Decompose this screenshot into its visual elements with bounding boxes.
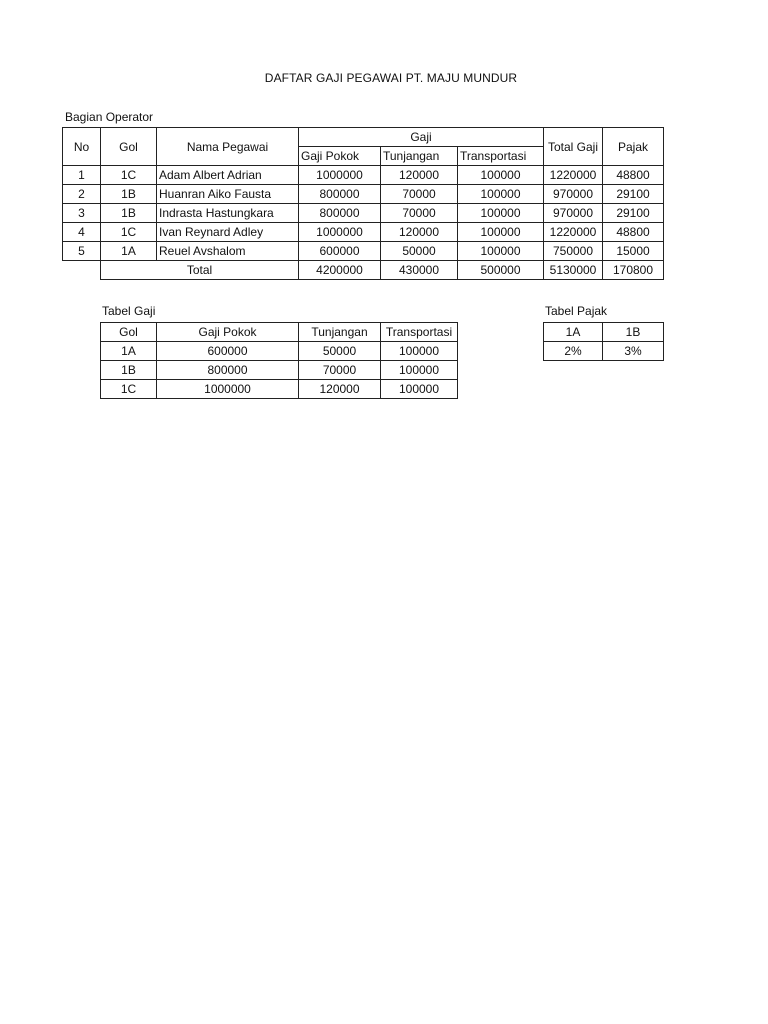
cell-gol: 1B [101, 185, 157, 204]
cell-gaji-pokok: 600000 [157, 342, 299, 361]
cell-tunjangan: 50000 [381, 242, 458, 261]
cell-gol: 1B [101, 204, 157, 223]
cell-pajak: 48800 [603, 223, 664, 242]
cell-gol: 1B [101, 361, 157, 380]
cell-no: 2 [63, 185, 101, 204]
cell-gaji-pokok: 800000 [299, 204, 381, 223]
cell-total-gaji: 970000 [544, 185, 603, 204]
header-pajak: Pajak [603, 128, 664, 166]
cell-pajak-1b: 3% [603, 342, 664, 361]
salary-table [62, 127, 664, 280]
header-gol: Gol [101, 128, 157, 166]
header-total-gaji: Total Gaji [544, 128, 603, 166]
cell-gaji-pokok: 1000000 [299, 166, 381, 185]
cell-gol: 1C [101, 380, 157, 399]
header-tunjangan: Tunjangan [381, 147, 458, 166]
header-row [544, 323, 664, 342]
table-row [63, 185, 664, 204]
header-row [63, 128, 664, 147]
cell-nama: Ivan Reynard Adley [157, 223, 299, 242]
tabel-pajak [543, 322, 664, 361]
table-row [544, 342, 664, 361]
header-nama: Nama Pegawai [157, 128, 299, 166]
header-gaji-pokok: Gaji Pokok [299, 147, 381, 166]
cell-gol: 1C [101, 166, 157, 185]
header-1a: 1A [544, 323, 603, 342]
cell-transportasi: 100000 [458, 242, 544, 261]
header-gaji-pokok: Gaji Pokok [157, 323, 299, 342]
cell-nama: Reuel Avshalom [157, 242, 299, 261]
cell-total-gaji: 750000 [544, 242, 603, 261]
total-transportasi: 500000 [458, 261, 544, 280]
total-total-gaji: 5130000 [544, 261, 603, 280]
cell-transportasi: 100000 [458, 185, 544, 204]
cell-transportasi: 100000 [381, 380, 458, 399]
total-gaji-pokok: 4200000 [299, 261, 381, 280]
total-spacer [63, 261, 101, 280]
table-row [101, 361, 458, 380]
cell-no: 4 [63, 223, 101, 242]
cell-transportasi: 100000 [458, 166, 544, 185]
cell-gaji-pokok: 1000000 [157, 380, 299, 399]
cell-no: 1 [63, 166, 101, 185]
total-label: Total [101, 261, 299, 280]
cell-gol: 1C [101, 223, 157, 242]
header-transportasi: Transportasi [381, 323, 458, 342]
cell-total-gaji: 970000 [544, 204, 603, 223]
table-row [63, 204, 664, 223]
header-tunjangan: Tunjangan [299, 323, 381, 342]
header-gol: Gol [101, 323, 157, 342]
cell-gol: 1A [101, 342, 157, 361]
header-gaji: Gaji [299, 128, 544, 147]
table-row [63, 223, 664, 242]
cell-gaji-pokok: 1000000 [299, 223, 381, 242]
cell-nama: Huanran Aiko Fausta [157, 185, 299, 204]
cell-gol: 1A [101, 242, 157, 261]
header-1b: 1B [603, 323, 664, 342]
cell-nama: Indrasta Hastungkara [157, 204, 299, 223]
header-transportasi: Transportasi [458, 147, 544, 166]
cell-pajak: 29100 [603, 185, 664, 204]
cell-tunjangan: 120000 [381, 223, 458, 242]
cell-tunjangan: 120000 [299, 380, 381, 399]
page-title: DAFTAR GAJI PEGAWAI PT. MAJU MUNDUR [264, 71, 518, 85]
cell-pajak: 15000 [603, 242, 664, 261]
cell-transportasi: 100000 [381, 361, 458, 380]
table-row [101, 380, 458, 399]
cell-pajak: 48800 [603, 166, 664, 185]
cell-tunjangan: 50000 [299, 342, 381, 361]
total-row [63, 261, 664, 280]
header-row [101, 323, 458, 342]
section-label-tabel-pajak: Tabel Pajak [545, 304, 608, 318]
header-no: No [63, 128, 101, 166]
cell-pajak-1a: 2% [544, 342, 603, 361]
cell-total-gaji: 1220000 [544, 166, 603, 185]
cell-transportasi: 100000 [381, 342, 458, 361]
total-tunjangan: 430000 [381, 261, 458, 280]
cell-no: 3 [63, 204, 101, 223]
cell-transportasi: 100000 [458, 204, 544, 223]
total-pajak: 170800 [603, 261, 664, 280]
cell-pajak: 29100 [603, 204, 664, 223]
cell-nama: Adam Albert Adrian [157, 166, 299, 185]
table-row [63, 242, 664, 261]
cell-tunjangan: 70000 [299, 361, 381, 380]
cell-tunjangan: 70000 [381, 185, 458, 204]
cell-tunjangan: 70000 [381, 204, 458, 223]
cell-gaji-pokok: 800000 [299, 185, 381, 204]
cell-no: 5 [63, 242, 101, 261]
cell-transportasi: 100000 [458, 223, 544, 242]
table-row [101, 342, 458, 361]
cell-gaji-pokok: 600000 [299, 242, 381, 261]
cell-tunjangan: 120000 [381, 166, 458, 185]
cell-gaji-pokok: 800000 [157, 361, 299, 380]
section-label-tabel-gaji: Tabel Gaji [102, 304, 156, 318]
cell-total-gaji: 1220000 [544, 223, 603, 242]
tabel-gaji [100, 322, 458, 399]
section-label-bagian-operator: Bagian Operator [65, 110, 154, 124]
table-row [63, 166, 664, 185]
